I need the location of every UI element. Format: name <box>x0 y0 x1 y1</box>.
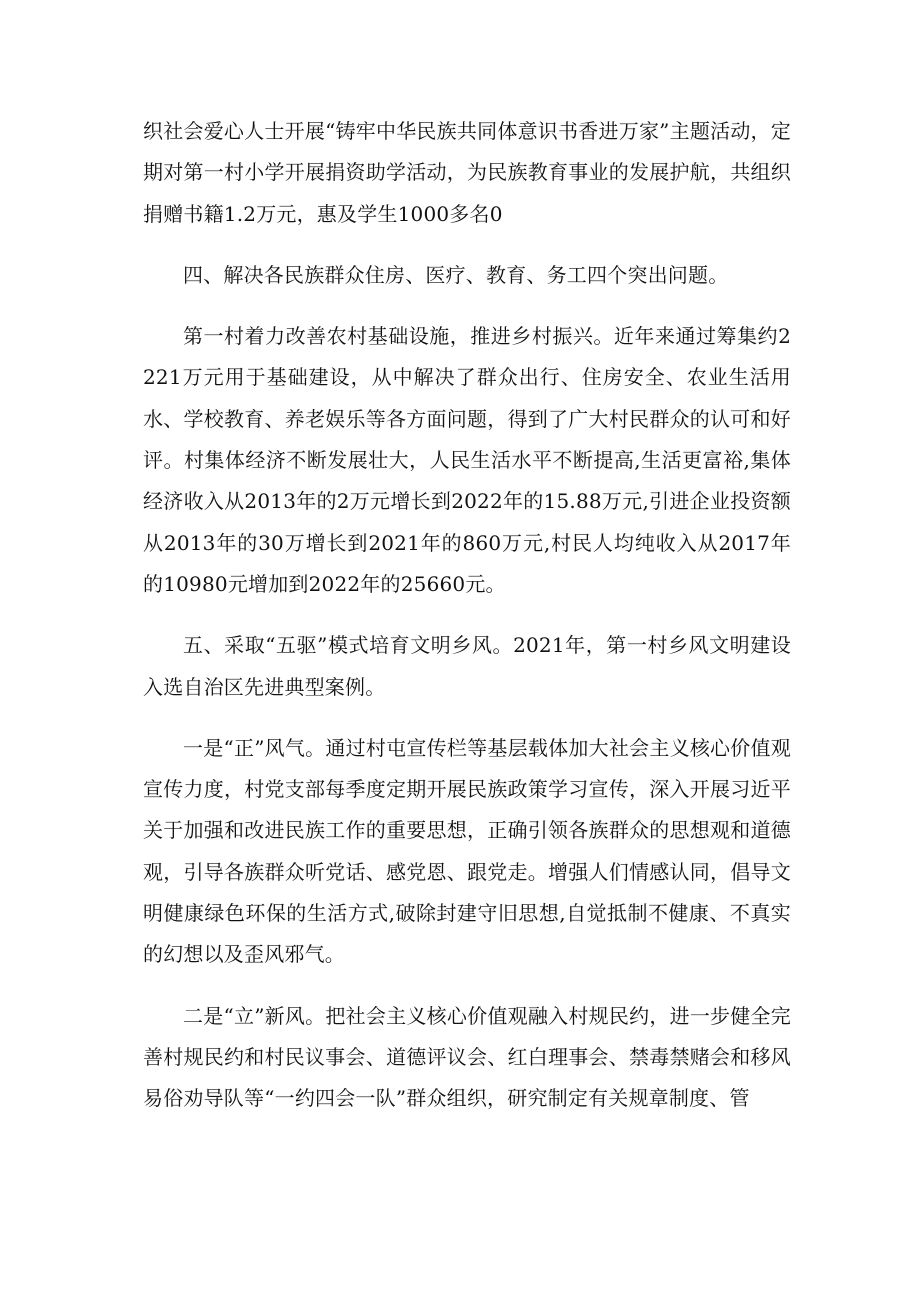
paragraph-infrastructure: 第一村着力改善农村基础设施，推进乡村振兴。近年来通过筹集约2221万元用于基础建设，从中解决了群众出行、住房安全、农业生活用水、学校教育、养老娱乐等各方面问题，得到了广大村民群众的认可和好评。村集体经济不断发展壮大，人民生活水平不断提高,生活更富裕,集体经济收入从2013年的2万元增长到2022年的15.88万元,引进企业投资额从2013年的30万增长到2021年的860万元,村民人均纯收入从2017年的10980元增加到2022年的25660元。 <box>143 324 791 596</box>
section-heading-five: 五、采取“五驱”模式培育文明乡风。2021年，第一村乡风文明建设入选自治区先进典型案例。 <box>143 633 791 699</box>
paragraph-continuation: 织社会爱心人士开展“铸牢中华民族共同体意识书香进万家”主题活动，定期对第一村小学开展捐资助学活动，为民族教育事业的发展护航，共组织捐赠书籍1.2万元，惠及学生1000多名0 <box>143 119 791 226</box>
section-heading-four: 四、解决各民族群众住房、医疗、教育、务工四个突出问题。 <box>183 262 729 287</box>
paragraph-li-xinfeng: 二是“立”新风。把社会主义核心价值观融入村规民约，进一步健全完善村规民约和村民议事会、道德评议会、红白理事会、禁毒禁赌会和移风易俗劝导队等“一约四会一队”群众组织，研究制定有关规章制度、管 <box>143 1003 791 1111</box>
document-page <box>143 111 791 1120</box>
paragraph-zheng-fengqi: 一是“正”风气。通过村屯宣传栏等基层载体加大社会主义核心价值观宣传力度，村党支部每季度定期开展民族政策学习宣传，深入开展习近平关于加强和改进民族工作的重要思想，正确引领各族群众的思想观和道德观，引导各族群众听党话、感党恩、跟党走。增强人们情感认同，倡导文明健康绿色环保的生活方式,破除封建守旧思想,自觉抵制不健康、不真实的幻想以及歪风邪气。 <box>143 735 791 967</box>
